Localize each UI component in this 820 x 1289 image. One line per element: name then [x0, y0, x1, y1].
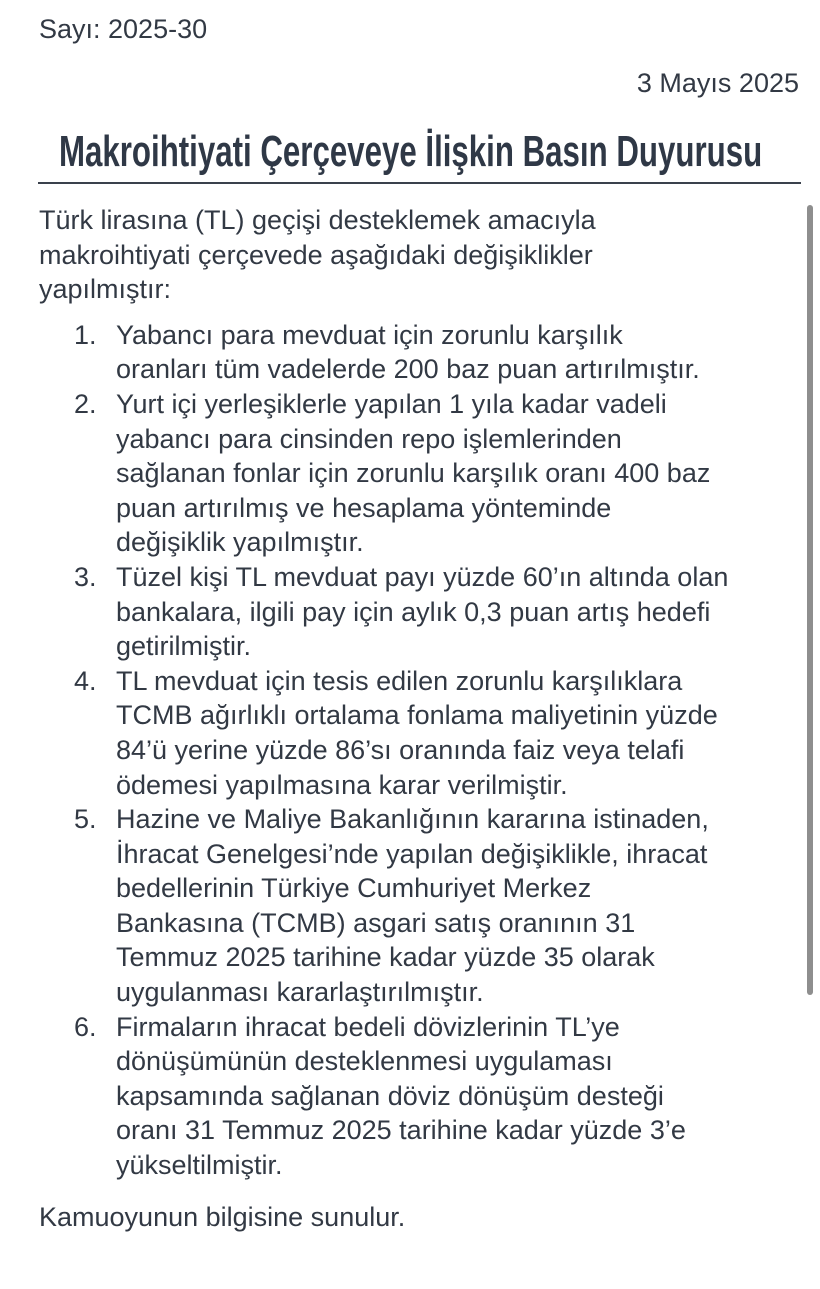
list-item-line: İhracat Genelgesi’nde yapılan değişiklikle, ihracat	[116, 838, 708, 869]
changes-list	[39, 318, 784, 1183]
intro-line: makroihtiyati çerçevede aşağıdaki değişiklikler	[39, 239, 593, 270]
intro-line: yapılmıştır:	[39, 274, 172, 305]
list-item-line: Yabancı para mevduat için zorunlu karşılık	[116, 319, 623, 350]
list-item	[39, 560, 784, 664]
list-item-line: ödemesi yapılmasına karar verilmiştir.	[116, 769, 568, 800]
list-item-line: puan artırılmış ve hesaplama yönteminde	[116, 492, 612, 523]
list-number: 2.	[74, 388, 97, 419]
list-item-line: yabancı para cinsinden repo işlemlerinden	[116, 423, 622, 454]
list-item-line: getirilmiştir.	[116, 631, 252, 662]
list-item-line: TCMB ağırlıklı ortalama fonlama maliyetinin yüzde	[116, 700, 718, 731]
list-item-line: Firmaların ihracat bedeli dövizlerinin TL’ye	[116, 1011, 620, 1042]
announcement-body	[39, 203, 784, 1234]
list-item-line: değişiklik yapılmıştır.	[116, 527, 364, 558]
list-number: 6.	[74, 1011, 97, 1042]
announcement-date: 3 Mayıs 2025	[636, 68, 799, 98]
vertical-scrollbar[interactable]	[807, 205, 813, 995]
list-item-line: dönüşümünün desteklenmesi uygulaması	[116, 1046, 613, 1077]
intro-paragraph	[39, 203, 784, 307]
list-item-line: bedellerinin Türkiye Cumhuriyet Merkez	[116, 873, 592, 904]
list-item	[39, 664, 784, 802]
list-item	[39, 318, 784, 387]
list-item-line: sağlanan fonlar için zorunlu karşılık oranı 400 baz	[116, 458, 711, 489]
list-item-line: Temmuz 2025 tarihine kadar yüzde 35 olarak	[116, 942, 655, 973]
issue-number: Sayı: 2025-30	[39, 14, 208, 44]
list-item-line: uygulanması kararlaştırılmıştır.	[116, 977, 484, 1008]
list-item	[39, 387, 784, 560]
list-item-line: kapsamında sağlanan döviz dönüşüm desteği	[116, 1080, 664, 1111]
title-divider	[38, 182, 801, 184]
list-item-line: TL mevduat için tesis edilen zorunlu karşılıklara	[116, 665, 683, 696]
list-item	[39, 802, 784, 1010]
list-item-line: Tüzel kişi TL mevduat payı yüzde 60’ın altında olan	[116, 561, 729, 592]
list-item-line: oranları tüm vadelerde 200 baz puan artırılmıştır.	[116, 354, 700, 385]
list-item-line: oranı 31 Temmuz 2025 tarihine kadar yüzde 3’e	[116, 1115, 686, 1146]
intro-line: Türk lirasına (TL) geçişi desteklemek amacıyla	[39, 205, 596, 235]
list-item-line: Bankasına (TCMB) asgari satış oranının 31	[116, 907, 636, 938]
list-number: 4.	[74, 665, 97, 696]
page-title: Makroihtiyati Çerçeveye İlişkin Basın Duyurusu	[59, 127, 763, 176]
list-item-line: 84’ü yerine yüzde 86’sı oranında faiz veya telafi	[116, 734, 685, 765]
closing-statement: Kamuoyunun bilgisine sunulur.	[39, 1201, 406, 1232]
list-item-line: Hazine ve Maliye Bakanlığının kararına istinaden,	[116, 804, 709, 835]
list-number: 5.	[74, 804, 97, 835]
list-item-line: yükseltilmiştir.	[116, 1150, 283, 1181]
list-number: 1.	[74, 319, 97, 350]
list-item-line: bankalara, ilgili pay için aylık 0,3 puan artış hedefi	[116, 596, 711, 627]
list-item-line: Yurt içi yerleşiklerle yapılan 1 yıla kadar vadeli	[116, 388, 667, 419]
list-item	[39, 1010, 784, 1183]
title-container	[59, 124, 763, 180]
list-number: 3.	[74, 561, 97, 592]
